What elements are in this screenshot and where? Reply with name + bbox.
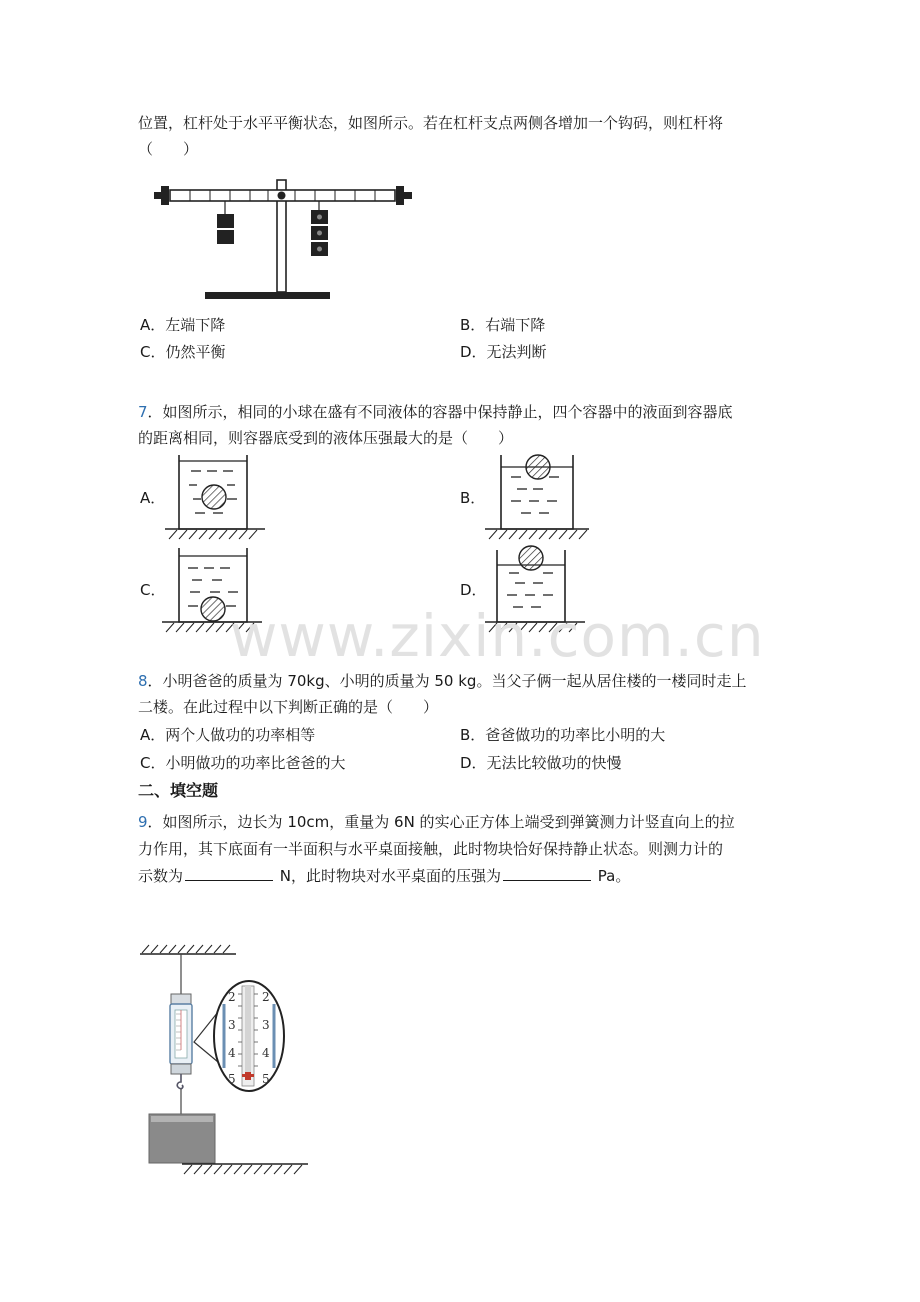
scale-tick-left-3: 3 xyxy=(228,1018,236,1032)
q8-option-d: D．无法比较做功的快慢 xyxy=(460,754,622,772)
lever-figure xyxy=(150,172,420,307)
answer-blank-pressure[interactable] xyxy=(503,866,591,881)
q9-number: 9 xyxy=(138,813,148,831)
q6-text-line1: 位置，杠杆处于水平平衡状态，如图所示。若在杠杆支点两侧各增加一个钩码，则杠杆将 xyxy=(138,114,724,132)
q8-text-line1: 8．小明爸爸的质量为 70kg、小明的质量为 50 kg。当父子俩一起从居住楼的一楼同时走上 xyxy=(138,672,747,690)
q8-option-b: B．爸爸做功的功率比小明的大 xyxy=(460,726,666,744)
q7-label-c: C． xyxy=(140,581,166,599)
watermark-text: www.zixin.com.cn xyxy=(230,602,765,670)
q8-option-a: A．两个人做功的功率相等 xyxy=(140,726,316,744)
scale-tick-left-2: 2 xyxy=(228,990,236,1004)
section-heading: 二、填空题 xyxy=(138,781,219,800)
scale-tick-left-4: 4 xyxy=(228,1046,236,1060)
q9-text-line2: 力作用，其下底面有一半面积与水平桌面接触，此时物块恰好保持静止状态。则测力计的 xyxy=(138,840,724,858)
q8-number: 8 xyxy=(138,672,148,690)
scale-tick-right-5: 5 xyxy=(262,1072,270,1086)
scale-tick-left-5: 5 xyxy=(228,1072,236,1086)
q7-label-d: D． xyxy=(460,581,487,599)
answer-blank-force[interactable] xyxy=(185,866,273,881)
q6-option-a: A．左端下降 xyxy=(140,316,226,334)
q6-option-d: D．无法判断 xyxy=(460,343,547,361)
spring-scale-figure xyxy=(138,944,310,1176)
q9-text-line3: 示数为 N，此时物块对水平桌面的压强为 Pa。 xyxy=(138,867,631,885)
q7-label-a: A． xyxy=(140,489,166,507)
q6-option-c: C．仍然平衡 xyxy=(140,343,226,361)
q9-text-line1: 9．如图所示，边长为 10cm，重量为 6N 的实心正方体上端受到弹簧测力计竖直向上的拉 xyxy=(138,813,735,831)
q7-text-line2: 的距离相同，则容器底受到的液体压强最大的是（ ） xyxy=(138,429,514,447)
container-b-figure xyxy=(485,453,590,541)
q6-option-b: B．右端下降 xyxy=(460,316,546,334)
q7-text-line1: 7．如图所示，相同的小球在盛有不同液体的容器中保持静止，四个容器中的液面到容器底 xyxy=(138,403,733,421)
scale-tick-right-3: 3 xyxy=(262,1018,270,1032)
q8-option-c: C．小明做功的功率比爸爸的大 xyxy=(140,754,346,772)
q7-label-b: B． xyxy=(460,489,486,507)
q7-number: 7 xyxy=(138,403,148,421)
scale-tick-right-2: 2 xyxy=(262,990,270,1004)
scale-tick-right-4: 4 xyxy=(262,1046,270,1060)
container-a-figure xyxy=(165,455,265,541)
q6-text-line2: （ ） xyxy=(138,140,199,158)
q8-text-line2: 二楼。在此过程中以下判断正确的是（ ） xyxy=(138,698,439,716)
